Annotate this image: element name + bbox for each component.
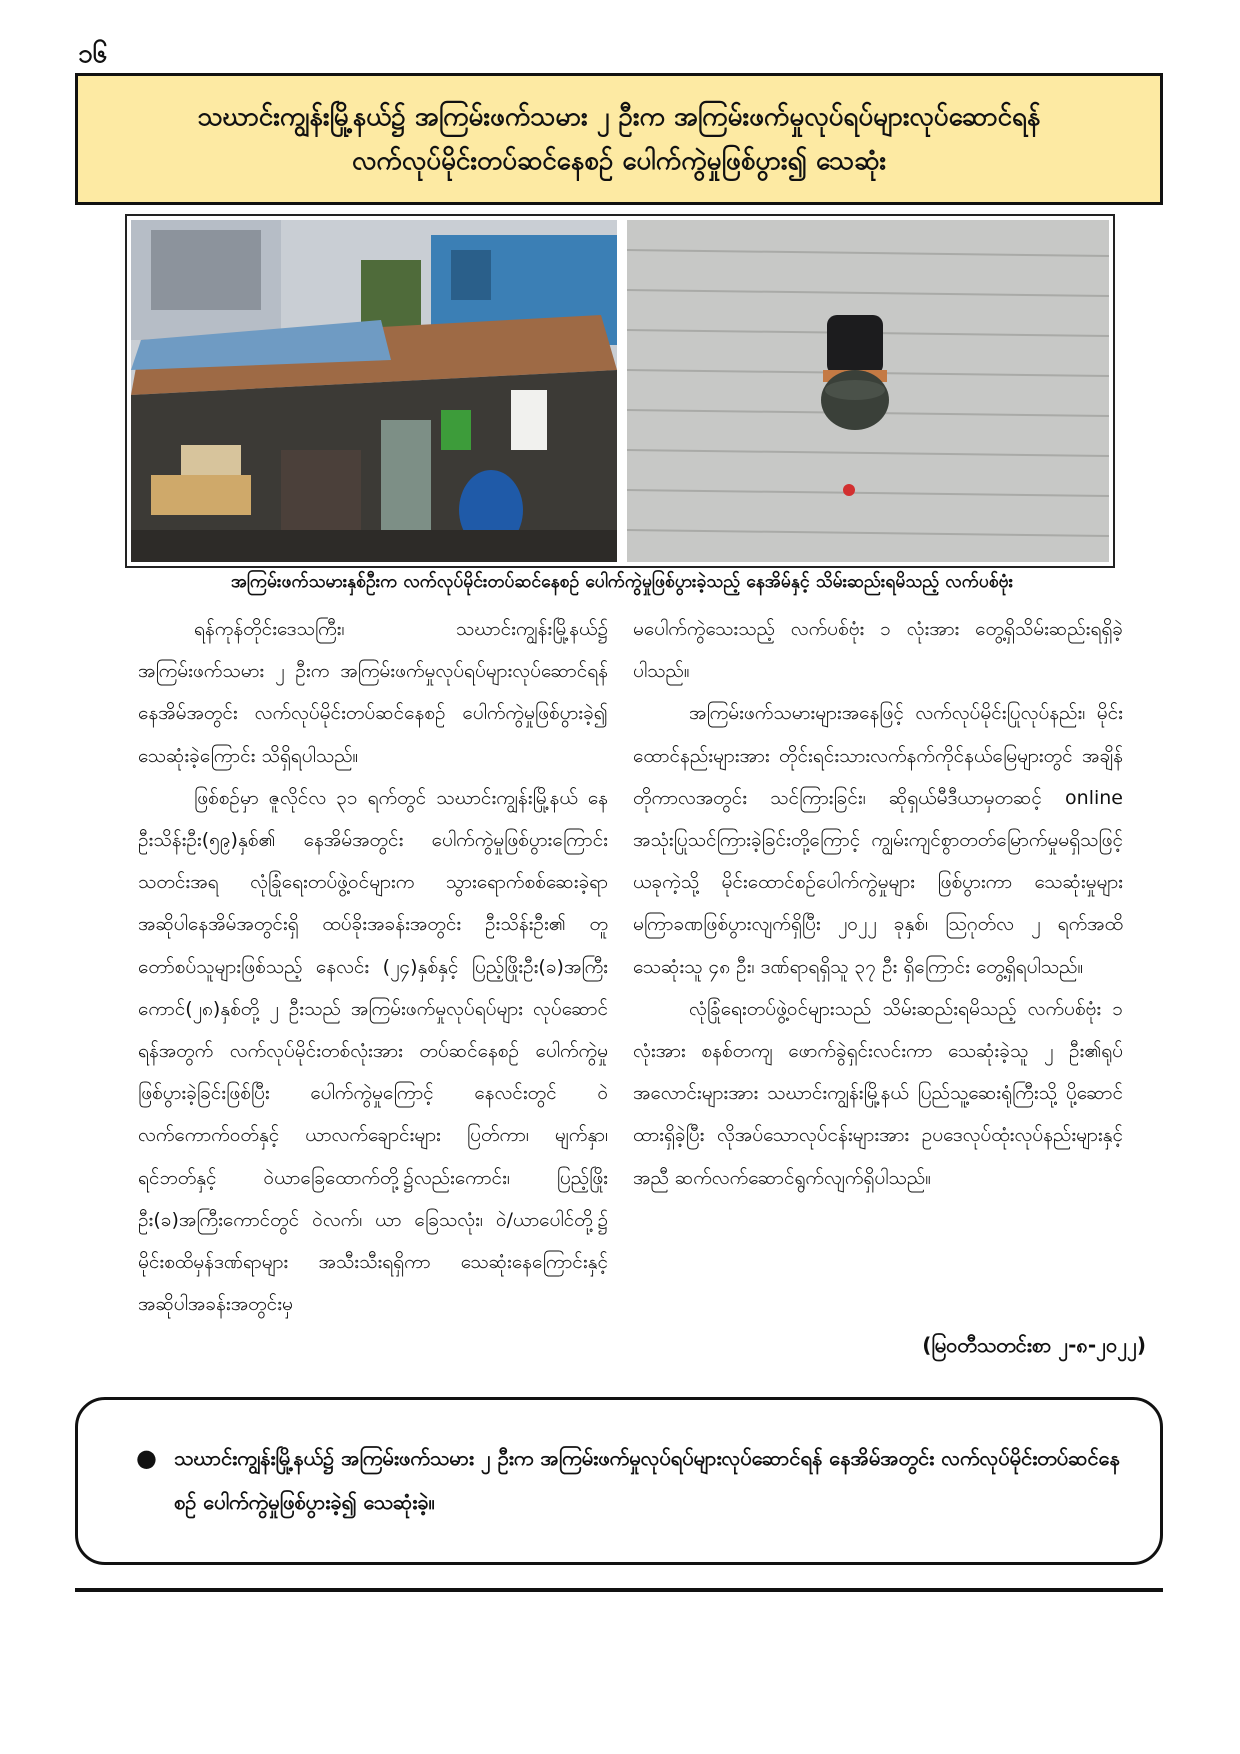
- photo-panel: [125, 214, 1115, 568]
- headline-box: [75, 73, 1163, 205]
- paragraph: ဖြစ်စဉ်မှာ ဇူလိုင်လ ၃၁ ရက်တွင် သဃာင်းကျွန်းမြို့နယ် နေ ဦးသိန်းဦး(၅၉)နှစ်၏ နေအိမ်အတွင်း ပေါက်ကွဲမှုဖြစ်ပွားကြောင်း သတင်းအရ လုံခြုံရေးတပ်ဖွဲ့ဝင်များက သွားရောက်စစ်ဆေးခဲ့ရာ အဆိုပါနေအိမ်အတွင်းရှိ ထပ်ခိုးအခန်းအတွင်း ဦးသိန်းဦး၏ တူတော်စပ်သူများဖြစ်သည့် နေလင်း (၂၄)နှစ်နှင့် ပြည့်ဖြိုးဦး(ခ)အကြီးကောင်(၂၈)နှစ်တို့ ၂ ဦးသည် အကြမ်းဖက်မှုလုပ်ရပ်များ လုပ်ဆောင်ရန်အတွက် လက်လုပ်မိုင်းတစ်လုံးအား တပ်ဆင်နေစဉ် ပေါက်ကွဲမှုဖြစ်ပွားခဲ့ခြင်းဖြစ်ပြီး ပေါက်ကွဲမှုကြောင့် နေလင်းတွင် ဝဲလက်ကောက်ဝတ်နှင့် ယာလက်ချောင်းများ ပြတ်ကာ၊ မျက်နှာ၊ ရင်ဘတ်နှင့် ဝဲယာခြေထောက်တို့၌လည်းကောင်း၊ ပြည့်ဖြိုးဦး(ခ)အကြီးကောင်တွင် ဝဲလက်၊ ယာ ခြေသလုံး၊ ဝဲ/ယာပေါင်တို့၌ မိုင်းစထိမှန်ဒဏ်ရာများ အသီးသီးရရှိကာ သေဆုံးနေကြောင်းနှင့် အဆိုပါအခန်းအတွင်းမှ: [138, 786, 608, 1316]
- headline-line-1: သဃာင်းကျွန်းမြို့နယ်၌ အကြမ်းဖက်သမား ၂ ဦးက အကြမ်းဖက်မှုလုပ်ရပ်များလုပ်ဆောင်ရန်: [197, 102, 1041, 132]
- bottom-divider: [75, 1588, 1163, 1592]
- photo-caption: အကြမ်းဖက်သမားနှစ်ဦးက လက်လုပ်မိုင်းတပ်ဆင်နေစဉ် ပေါက်ကွဲမှုဖြစ်ပွားခဲ့သည့် နေအိမ်နှင့် သိမ်းဆည်းရမိသည့် လက်ပစ်ဗုံး: [230, 572, 1014, 592]
- summary-text: သဃာင်းကျွန်းမြို့နယ်၌ အကြမ်းဖက်သမား ၂ ဦးက အကြမ်းဖက်မှုလုပ်ရပ်များလုပ်ဆောင်ရန် နေအိမ်အတွင်း လက်လုပ်မိုင်းတပ်ဆင်နေစဉ် ပေါက်ကွဲမှုဖြစ်ပွားခဲ့၍ သေဆုံးခဲ့။: [174, 1446, 1120, 1514]
- bullet-icon: ●: [136, 1444, 157, 1472]
- paragraph: လုံခြုံရေးတပ်ဖွဲ့ဝင်များသည် သိမ်းဆည်းရမိသည့် လက်ပစ်ဗုံး ၁ လုံးအား စနစ်တကျ ဖောက်ခွဲရှင်းလင်းကာ သေဆုံးခဲ့သူ ၂ ဦး၏ရုပ်အလောင်းများအား သဃာင်းကျွန်းမြို့နယ် ပြည်သူ့ဆေးရုံကြီးသို့ ပို့ဆောင်ထားရှိခဲ့ပြီး လိုအပ်သောလုပ်ငန်းများအား ဥပဒေလုပ်ထုံးလုပ်နည်းများနှင့်အညီ ဆက်လက်ဆောင်ရွက်လျက်ရှိပါသည်။: [633, 997, 1123, 1189]
- summary-item: [136, 1436, 1136, 1524]
- article-column-right: [633, 608, 1123, 1199]
- paragraph: မပေါက်ကွဲသေးသည့် လက်ပစ်ဗုံး ၁ လုံးအား တွေ့ရှိသိမ်းဆည်းရရှိခဲ့ပါသည်။: [633, 618, 1123, 683]
- summary-box: [75, 1397, 1163, 1565]
- house-photo: [131, 220, 617, 562]
- headline-line-2: လက်လုပ်မိုင်းတပ်ဆင်နေစဉ် ပေါက်ကွဲမှုဖြစ်ပွား၍ သေဆုံး: [352, 146, 886, 176]
- paragraph: ရန်ကုန်တိုင်းဒေသကြီး၊ သဃာင်းကျွန်းမြို့နယ်၌ အကြမ်းဖက်သမား ၂ ဦးက အကြမ်းဖက်မှုလုပ်ရပ်များလုပ်ဆောင်ရန် နေအိမ်အတွင်း လက်လုပ်မိုင်းတပ်ဆင်နေစဉ် ပေါက်ကွဲမှုဖြစ်ပွားခဲ့၍ သေဆုံးခဲ့ကြောင်း သိရှိရပါသည်။: [138, 618, 608, 767]
- source-citation: (မြဝတီသတင်းစာ ၂-၈-၂၀၂၂): [922, 1333, 1146, 1357]
- grenade-photo: [627, 220, 1109, 562]
- page-number: ၁၆: [78, 39, 108, 69]
- article-column-left: [138, 608, 608, 1325]
- paragraph: အကြမ်းဖက်သမားများအနေဖြင့် လက်လုပ်မိုင်းပြုလုပ်နည်း၊ မိုင်းထောင်နည်းများအား တိုင်းရင်းသားလက်နက်ကိုင်နယ်မြေများတွင် အချိန်တိုကာလအတွင်း သင်ကြားခြင်း၊ ဆိုရှယ်မီဒီယာမှတဆင့် online အသုံးပြုသင်ကြားခဲ့ခြင်းတို့ကြောင့် ကျွမ်းကျင်စွာတတ်မြောက်မှုမရှိသဖြင့် ယခုကဲ့သို့ မိုင်းထောင်စဉ်ပေါက်ကွဲမှုများ ဖြစ်ပွားကာ သေဆုံးမှုများ မကြာခဏဖြစ်ပွားလျက်ရှိပြီး ၂၀၂၂ ခုနှစ်၊ ဩဂုတ်လ ၂ ရက်အထိ သေဆုံးသူ ၄၈ ဦး၊ ဒဏ်ရာရရှိသူ ၃၇ ဦး ရှိကြောင်း တွေ့ရှိရပါသည်။: [633, 702, 1123, 978]
